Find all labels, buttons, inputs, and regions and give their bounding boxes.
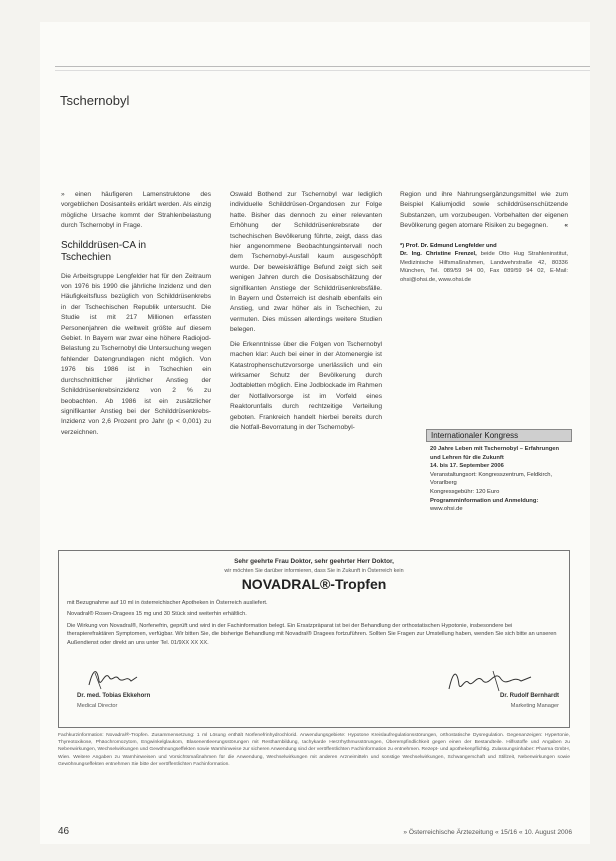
subheading [61, 240, 211, 264]
signature-right [409, 663, 559, 723]
congress-title: 20 Jahre Leben mit Tschernobyl – Erfahrungen und Lehren für die Zukunft [430, 446, 560, 461]
author-names-1: *) Prof. Dr. Edmund Lengfelder und [400, 242, 497, 249]
subheading-line-1: Schilddrüsen-CA in [61, 239, 147, 251]
column-2-para-1: Oswald Bothend zur Tschernobyl war lediglich individuelle Schilddrüsen-Organdosen zur Folge hatte. Bisher das dennoch zu einer relevanten Erhöhung der Schilddrüsenkrebsrate der tschechischen Bevölkerung führte, zeigt, dass das hier angenommene Beobachtungsintervall noch dem Tschernobyl-Ausfall kaum ausgeschöpft wurde. Der beweiskräftige Befund zeigt sich seit wenigen Jahren durch die Dosisabschätzung der signifikanten Anstiege der Schilddrüsenkrebsfälle. In Bayern und Österreich ist deshalb ebenfalls ein Anstieg, und zwar höher als in Tschechien, zu vermuten. Dies müssen allerdings weitere Studien belegen. [230, 191, 382, 334]
ad-para-2: Novadral® Rosen-Dragees 15 mg und 30 Stück sind weiterhin erhältlich. [67, 611, 247, 618]
author-note [400, 242, 568, 285]
ad-para-1: mit Bezugnahme auf 10 ml in österreichischer Apotheken in Österreich ausliefert. [67, 600, 268, 606]
signature-right-name: Dr. Rudolf Bernhardt [499, 693, 559, 699]
signature-left [67, 663, 217, 723]
congress-program-label: Programminformation und Anmeldung: [430, 497, 539, 504]
ad-product-title: NOVADRAL®-Tropfen [241, 576, 387, 592]
column-1-intro: » einen häufigeren Lamenstruktone des vorgeblichen Dosisanteils erklärt werden. Als einzig mögliche Ursache kommt der Strahlenbelastung durch Tschernobyl in Frage. [61, 191, 211, 230]
header-rule-secondary [55, 70, 590, 71]
column-3-para-1 [400, 190, 568, 232]
author-names-2: Dr. Ing. Christine Frenzel, [400, 251, 477, 258]
subheading-line-2: Tschechien [61, 251, 112, 263]
congress-venue: Veranstaltungsort: Kongresszentrum, Feldkirch, Vorarlberg [430, 471, 553, 487]
congress-fee: Kongressgebühr: 120 Euro [430, 488, 500, 495]
congress-url[interactable]: www.ohsi.de [430, 506, 463, 513]
ad-body [67, 599, 561, 650]
congress-heading: Internationaler Kongress [426, 429, 572, 442]
congress-details [426, 442, 572, 517]
ad-salutation: Sehr geehrte Frau Doktor, sehr geehrter Herr Doktor, [234, 558, 394, 565]
magazine-footer: » Österreichische Ärztezeitung « 15/16 « 10. August 2006 [403, 829, 572, 836]
congress-box [426, 429, 572, 521]
article-column-3 [400, 190, 568, 285]
page-number: 46 [58, 826, 70, 837]
article-column-1 [61, 190, 211, 442]
signature-left-role: Medical Director [77, 703, 118, 709]
signature-right-scribble [409, 663, 559, 695]
advertisement-box [58, 550, 570, 728]
ad-para-3: Die Wirkung von Novadral®, Norfenefrin, geprüft und wird in der Fachinformation belegt. Ein Ersatzpräparat ist bei der Behandlung der orthostatischen Hypotonie, insbesondere bei therapierefraktären Symptomen, verfügbar. Wir bitten Sie, die bisherige Behandlung mit Novadral® Dragees fortzuführen. Sollten Sie Fragen zur Umstellung haben, wenden Sie sich bitte an unseren Außendienst oder direkt an uns unter Tel. 01/9XX XX XX. [67, 622, 557, 646]
signature-left-name: Dr. med. Tobias Ekkehorn [77, 693, 151, 699]
ad-subline: wir möchten Sie darüber informieren, dass Sie in Zukunft in Österreich kein [224, 568, 404, 574]
fine-print: Fachkurzinformation: Novadral®-Tropfen. Zusammensetzung: 1 ml Lösung enthält Norfenefrinhydrochlorid. Anwendungsgebiete: Hypotone Kreislaufregulationsstörungen, orthostatische Dysregulation. Gegenanzeigen: Hypertonie, Thyreotoxikose, Phäochromozytom, Engwinkelglaukom, Blasenentleerungsstörungen mit Restharnbildung, tachykarde Herzrhythmusstörungen, Überempfindlichkeit gegen einen der Bestandteile. Hilfsstoffe und Angaben zu Nebenwirkungen, Wechselwirkungen und Gewöhnungseffekten sowie Warnhinweise zur sicheren Anwendung sind der veröffentlichten Fachinformation zu entnehmen. Rezept- und apothekenpflichtig. Zulassungsinhaber: Pharma GmbH, Wien. Weitere Angaben zu Warnhinweisen und Vorsichtsmaßnahmen für die Anwendung, Wechselwirkungen mit anderen Arzneimitteln und sonstige Wechselwirkungen, Schwangerschaft und Stillzeit, Nebenwirkungen sowie Gewöhnungseffekten entnehmen Sie bitte der veröffentlichten Fachinformation. [58, 733, 570, 767]
header-rule [55, 66, 590, 67]
signature-right-role: Marketing Manager [510, 703, 559, 709]
article-end-mark: « [564, 222, 568, 230]
section-title: Tschernobyl [60, 93, 130, 108]
signature-left-scribble [67, 663, 217, 693]
congress-dates: 14. bis 17. September 2006 [430, 463, 504, 470]
column-3-text: Region und ihre Nahrungsergänzungsmittel wie zum Beispiel Kaliumjodid sowie schilddrüsenschützende Substanzen, um vorzubeugen. Vorbehalten der eigenen Bevölkerung gegen atomare Risiken zu begegnen. [400, 191, 568, 230]
column-1-body: Die Arbeitsgruppe Lengfelder hat für den Zeitraum von 1976 bis 1990 die jährliche Inzidenz und den Häufigkeitsfluss bezüglich von Schilddrüsenkrebs in der Tschechischen Republik untersucht. Die Studie ist mit 217 Millionen erfassten Personenjahren die weltweit größte auf diesem Gebiet. In Bayern war zwar eine höhere Radiojod-Belastung zu Tschernobyl die Untersuchung wegen fehlender Datengrundlagen nicht möglich. Von 1976 bis 1986 ist in Tschechien ein durchschnittlicher jährlicher Anstieg der Schilddrüsenkrebsinzidenz von 2 % zu beobachten. Ab 1986 ist ein zusätzlicher signifikanter Anstieg bei der Schilddrüsenkrebs-Inzidenz von 2,6 Prozent pro Jahr (p < 0,001) zu verzeichnen. [61, 272, 211, 436]
column-2-para-2: Die Erkenntnisse über die Folgen von Tschernobyl machen klar: Auch bei einer in der Atomenergie ist Katastrophenschutzvorsorge unerlässlich und ein wirksamer Schutz der Bevölkerung durch Jodtabletten möglich. Eine Jodblockade im Rahmen der Notfallvorsorge ist im Vorfeld eines Reaktorunfalls durch rechtzeitige Verteilung geboten. Frankreich handelt hierbei bereits durch die Notfall-Bevorratung in der Tschernobyl- [230, 340, 382, 431]
article-column-2 [230, 190, 382, 437]
author-contact: beide Otto Hug Strahleninstitut, Medizinische Hilfsmaßnahmen, Landwehrstraße 42, 80336 München, Tel. 089/59 94 00, Fax 089/59 94 02, E-Mail: ohsi@ohsi.de, www.ohsi.de [400, 251, 568, 283]
